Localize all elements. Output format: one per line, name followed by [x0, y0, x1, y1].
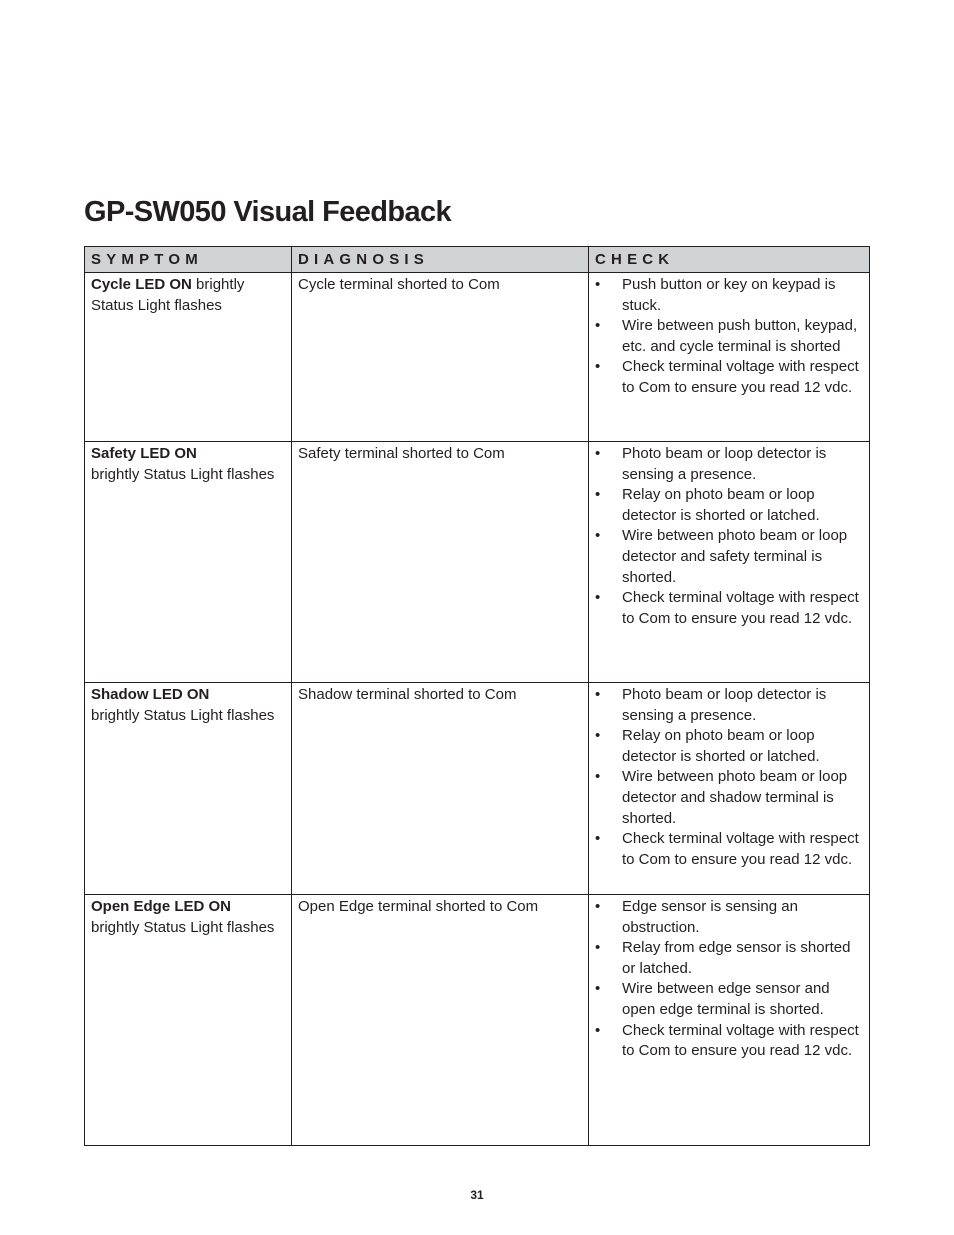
check-cell	[589, 442, 870, 683]
table-row	[85, 273, 870, 442]
symptom-cell	[85, 442, 292, 683]
bullet-icon: •	[595, 486, 601, 504]
bullet-icon: •	[595, 317, 601, 335]
table-row	[85, 683, 870, 895]
bullet-icon: •	[595, 589, 601, 607]
bullet-icon: •	[595, 830, 601, 848]
check-cell	[589, 683, 870, 895]
check-list	[595, 897, 863, 1062]
check-item: • Relay from edge sensor is shorted or latched.	[595, 939, 851, 977]
bullet-icon: •	[595, 1021, 601, 1039]
check-list	[595, 444, 863, 629]
check-item: • Check terminal voltage with respect to Com to ensure you read 12 vdc.	[595, 830, 859, 868]
symptom-description: brightly Status Light flashes	[91, 276, 245, 314]
check-item: • Photo beam or loop detector is sensing a presence.	[595, 686, 827, 724]
symptom-led-label: Safety LED ON	[91, 445, 197, 462]
symptom-cell	[85, 683, 292, 895]
symptom-description: brightly Status Light flashes	[91, 918, 275, 936]
check-item: • Check terminal voltage with respect to Com to ensure you read 12 vdc.	[595, 589, 859, 627]
check-item: • Check terminal voltage with respect to Com to ensure you read 12 vdc.	[595, 358, 859, 396]
symptom-description: brightly Status Light flashes	[91, 706, 275, 724]
bullet-icon: •	[595, 276, 601, 293]
bullet-icon: •	[595, 686, 601, 703]
bullet-icon: •	[595, 980, 601, 998]
bullet-icon: •	[595, 939, 601, 957]
check-item: • Edge sensor is sensing an obstruction.	[595, 898, 798, 936]
check-list	[595, 685, 863, 870]
bullet-icon: •	[595, 358, 601, 376]
check-item: • Relay on photo beam or loop detector is shorted or latched.	[595, 486, 820, 524]
header-check: CHECK	[589, 247, 870, 273]
check-cell	[589, 895, 870, 1146]
symptom-cell	[85, 895, 292, 1146]
check-list	[595, 275, 863, 399]
bullet-icon: •	[595, 727, 601, 745]
bullet-icon: •	[595, 445, 601, 462]
symptom-led-label: Shadow LED ON	[91, 686, 210, 703]
bullet-icon: •	[595, 527, 601, 545]
table-row	[85, 895, 870, 1146]
check-item: • Check terminal voltage with respect to Com to ensure you read 12 vdc.	[595, 1021, 859, 1060]
header-symptom: SYMPTOM	[85, 247, 292, 273]
check-item: • Push button or key on keypad is stuck.	[595, 276, 836, 314]
diagnosis-cell: Shadow terminal shorted to Com	[292, 683, 589, 895]
page-number: 31	[470, 1188, 484, 1202]
bullet-icon: •	[595, 898, 601, 915]
check-item: • Wire between photo beam or loop detector and safety terminal is shorted.	[595, 527, 848, 586]
check-cell	[589, 273, 870, 442]
page-title: GP-SW050 Visual Feedback	[84, 196, 452, 228]
symptom-description: brightly Status Light flashes	[91, 465, 275, 483]
diagnosis-cell: Cycle terminal shorted to Com	[292, 273, 589, 442]
header-diagnosis: DIAGNOSIS	[292, 247, 589, 273]
bullet-icon: •	[595, 768, 601, 786]
symptom-led-label: Open Edge LED ON	[91, 898, 232, 915]
check-item: • Wire between photo beam or loop detector and shadow terminal is shorted.	[595, 768, 848, 827]
symptom-cell	[85, 273, 292, 442]
check-item: • Wire between edge sensor and open edge terminal is shorted.	[595, 980, 830, 1018]
table-row	[85, 442, 870, 683]
diagnosis-cell: Safety terminal shorted to Com	[292, 442, 589, 683]
check-item: • Wire between push button, keypad, etc. and cycle terminal is shorted	[595, 317, 858, 355]
check-item: • Photo beam or loop detector is sensing a presence.	[595, 445, 827, 483]
table-header-row	[85, 247, 870, 273]
symptom-led-label: Cycle LED ON	[91, 276, 192, 293]
check-item: • Relay on photo beam or loop detector is shorted or latched.	[595, 727, 820, 765]
diagnosis-cell: Open Edge terminal shorted to Com	[292, 895, 589, 1146]
visual-feedback-table	[84, 246, 870, 1146]
